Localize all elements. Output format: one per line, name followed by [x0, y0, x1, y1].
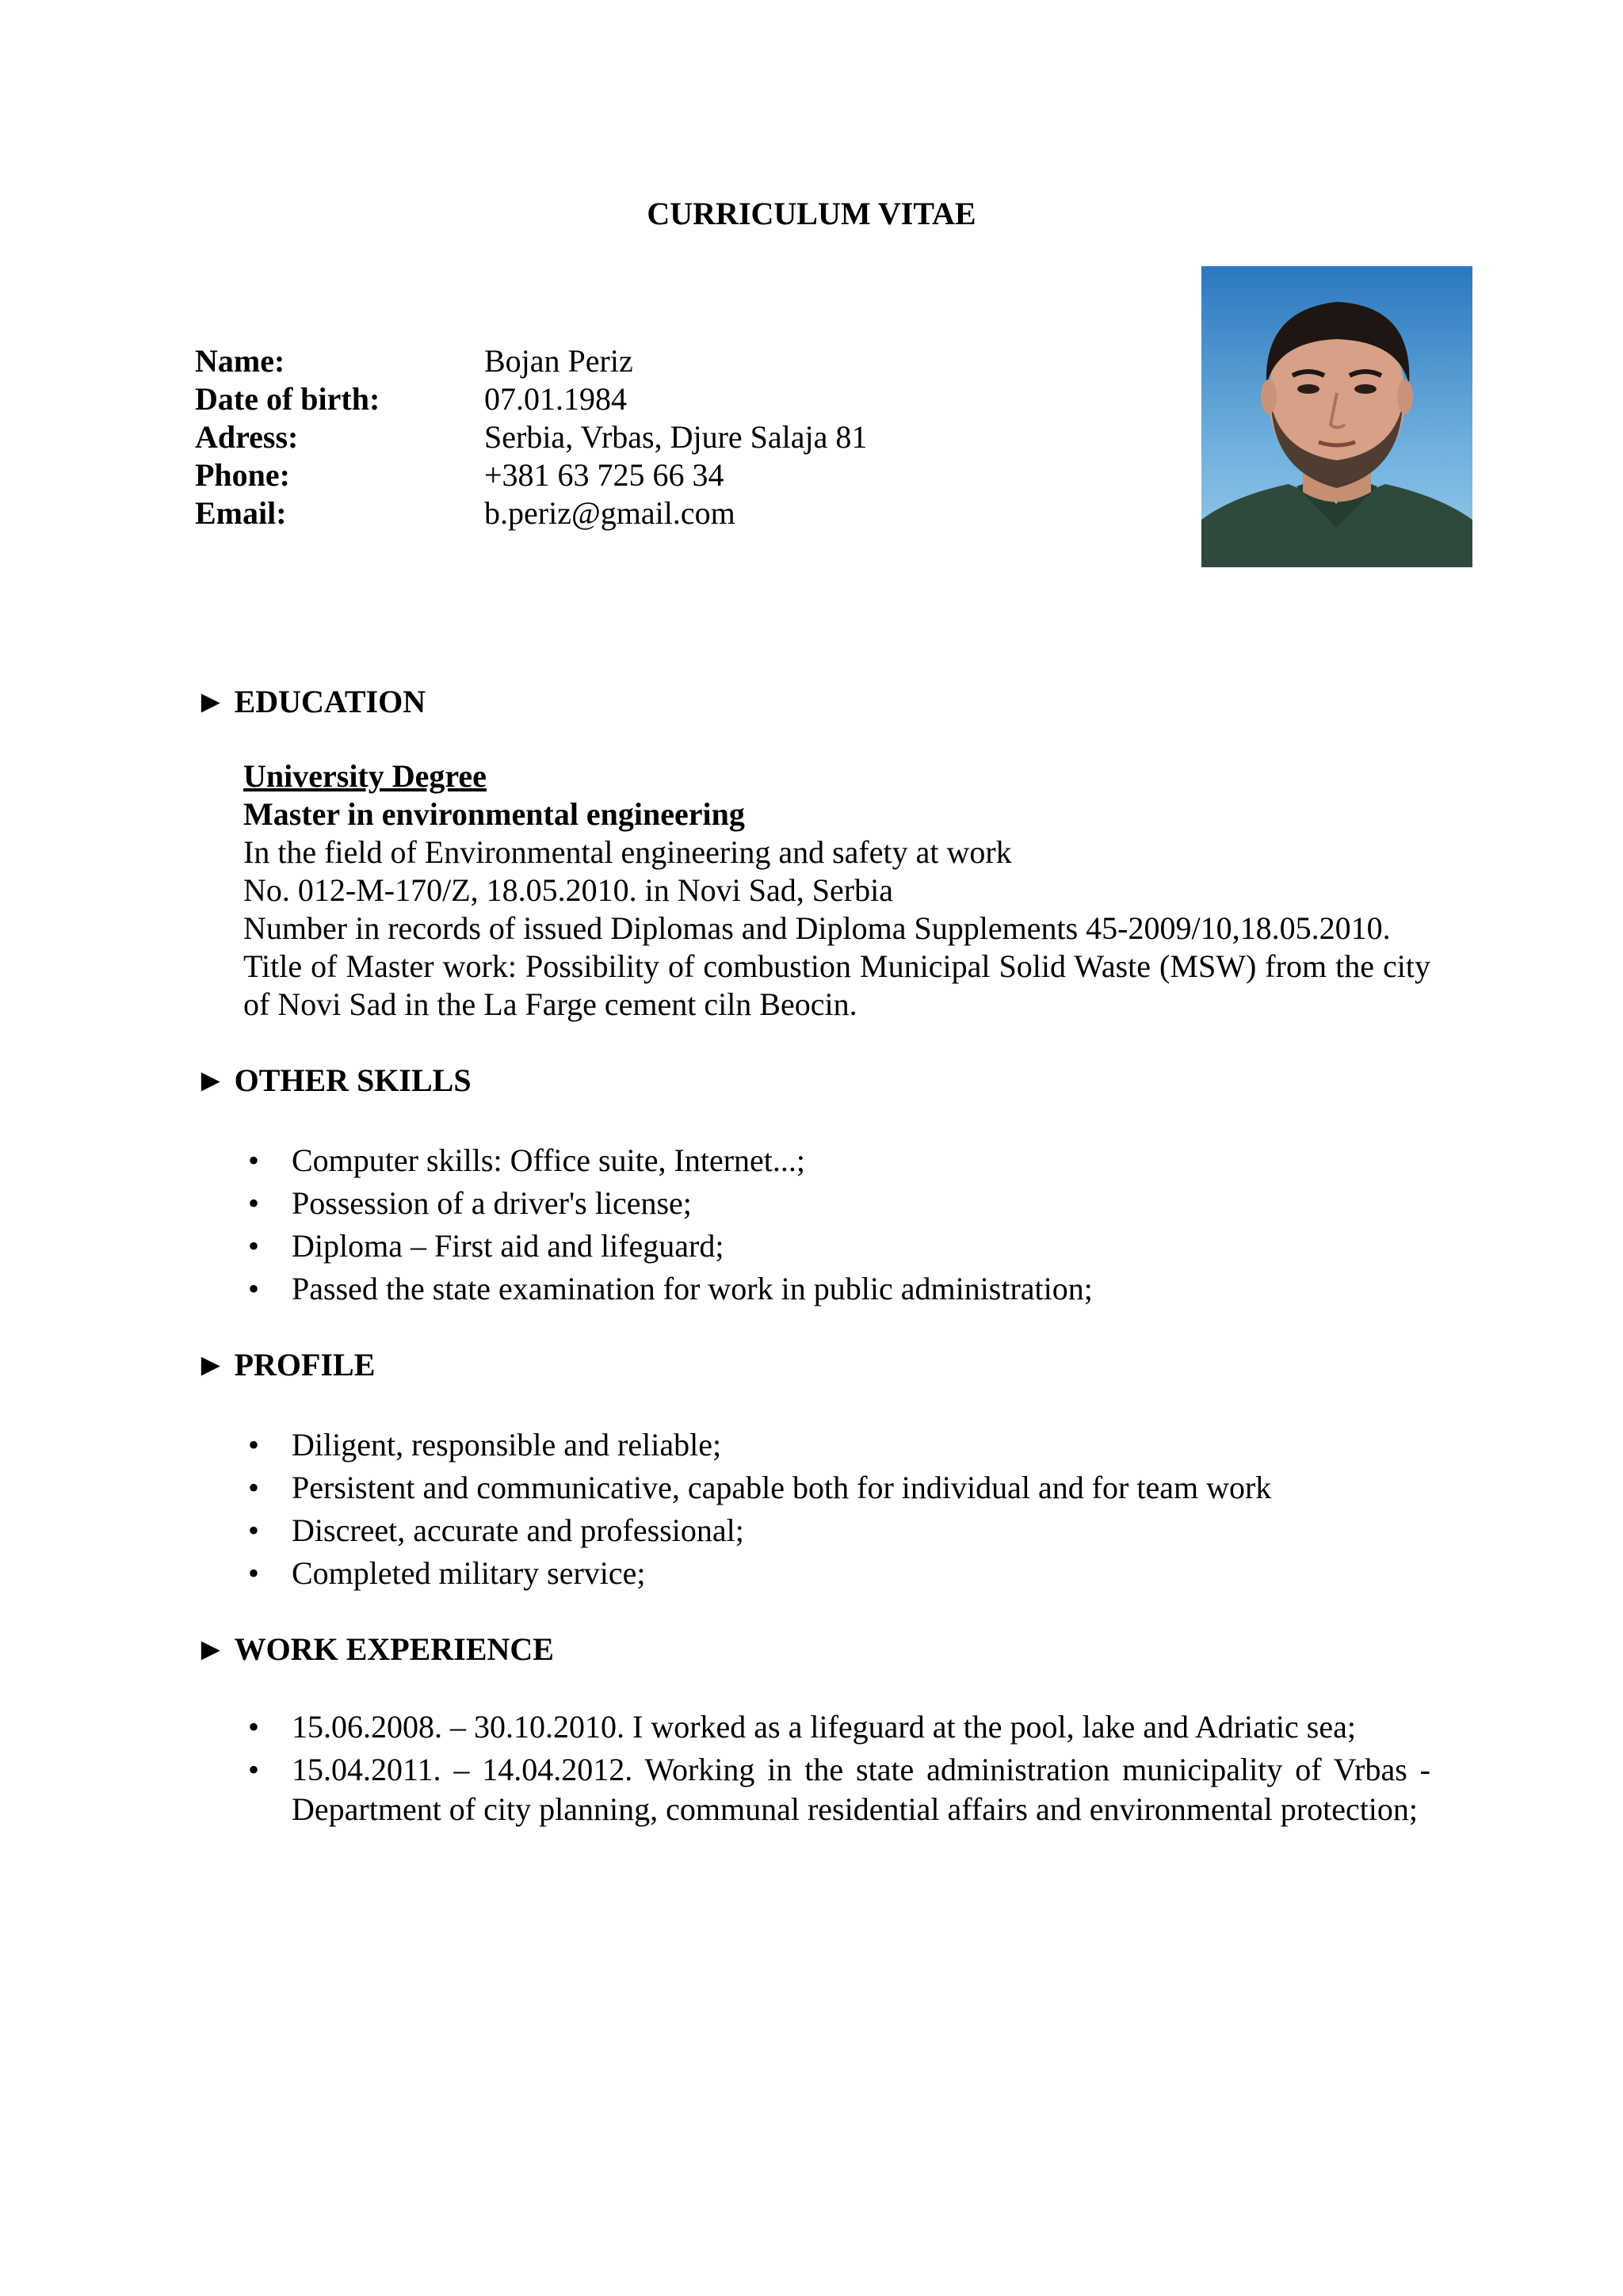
education-heading [195, 681, 426, 723]
other-skills-heading [195, 1060, 472, 1101]
info-value: +381 63 725 66 34 [484, 457, 724, 493]
bullet-icon: • [248, 1271, 260, 1306]
list-item [195, 1509, 1430, 1552]
list-item-text: Passed the state examination for work in public administration; [292, 1271, 1093, 1306]
info-label: Name: [195, 343, 285, 379]
section-arrow-icon: ► [195, 1631, 227, 1667]
bullet-icon: • [248, 1752, 260, 1787]
bullet-icon: • [248, 1470, 260, 1505]
list-item-text: 15.04.2011. – 14.04.2012. Working in the state administration municipality of Vrbas - Department of city planning, communal residential affairs and environmental protection; [292, 1752, 1430, 1827]
education-block [243, 757, 1430, 1024]
info-row-date-of-birth [195, 380, 867, 418]
list-item [195, 1225, 1430, 1268]
document-title: CURRICULUM VITAE [647, 196, 976, 231]
work-experience-list [195, 1707, 1430, 1833]
section-arrow-icon: ► [195, 1062, 227, 1098]
portrait-photo [1201, 266, 1472, 567]
bullet-icon: • [248, 1228, 260, 1264]
profile-heading-text: PROFILE [234, 1347, 376, 1383]
list-item [195, 1424, 1430, 1466]
info-label: Phone: [195, 457, 290, 493]
list-item [195, 1552, 1430, 1595]
info-label: Date of birth: [195, 381, 380, 417]
info-row-address [195, 418, 867, 456]
list-item-text: Diligent, responsible and reliable; [292, 1427, 722, 1463]
list-item [195, 1139, 1430, 1182]
list-item [195, 1750, 1430, 1829]
info-value: Bojan Periz [484, 343, 633, 379]
info-value: 07.01.1984 [484, 381, 627, 417]
education-line: In the field of Environmental engineering and safety at work [243, 834, 1012, 870]
other-skills-heading-text: OTHER SKILLS [234, 1062, 472, 1098]
personal-info-table [195, 342, 867, 532]
bullet-icon: • [248, 1512, 260, 1548]
education-line: No. 012-M-170/Z, 18.05.2010. in Novi Sad, Serbia [243, 872, 893, 908]
education-heading-text: EDUCATION [234, 684, 426, 719]
info-row-email [195, 494, 867, 532]
section-arrow-icon: ► [195, 684, 227, 719]
degree-name: Master in environmental engineering [243, 796, 745, 832]
profile-list [195, 1424, 1430, 1595]
info-label: Email: [195, 495, 287, 531]
info-row-name [195, 342, 867, 380]
bullet-icon: • [248, 1555, 260, 1591]
degree-type: University Degree [243, 758, 487, 794]
info-row-phone [195, 456, 867, 494]
list-item [195, 1268, 1430, 1310]
list-item-text: Discreet, accurate and professional; [292, 1512, 744, 1548]
list-item-text: Possession of a driver's license; [292, 1185, 692, 1221]
education-line: Number in records of issued Diplomas and Diploma Supplements 45-2009/10,18.05.2010. [243, 910, 1391, 946]
work-experience-heading [195, 1629, 554, 1670]
list-item-text: Persistent and communicative, capable both for individual and for team work [292, 1470, 1272, 1505]
work-experience-heading-text: WORK EXPERIENCE [234, 1631, 554, 1667]
portrait-illustration [1201, 266, 1472, 567]
list-item-text: Diploma – First aid and lifeguard; [292, 1228, 724, 1264]
bullet-icon: • [248, 1709, 260, 1745]
profile-heading [195, 1344, 375, 1386]
other-skills-list [195, 1139, 1430, 1310]
list-item [195, 1707, 1430, 1747]
info-label: Adress: [195, 419, 299, 455]
list-item [195, 1466, 1430, 1509]
bullet-icon: • [248, 1185, 260, 1221]
list-item [195, 1182, 1430, 1225]
list-item-text: Computer skills: Office suite, Internet...; [292, 1142, 806, 1178]
section-arrow-icon: ► [195, 1347, 227, 1383]
info-value: Serbia, Vrbas, Djure Salaja 81 [484, 419, 868, 455]
info-value: b.periz@gmail.com [484, 495, 735, 531]
list-item-text: 15.06.2008. – 30.10.2010. I worked as a lifeguard at the pool, lake and Adriatic sea; [292, 1709, 1356, 1745]
education-line: Title of Master work: Possibility of combustion Municipal Solid Waste (MSW) from the city of Novi Sad in the La Farge cement ciln Beocin. [243, 948, 1430, 1022]
bullet-icon: • [248, 1142, 260, 1178]
list-item-text: Completed military service; [292, 1555, 646, 1591]
bullet-icon: • [248, 1427, 260, 1463]
